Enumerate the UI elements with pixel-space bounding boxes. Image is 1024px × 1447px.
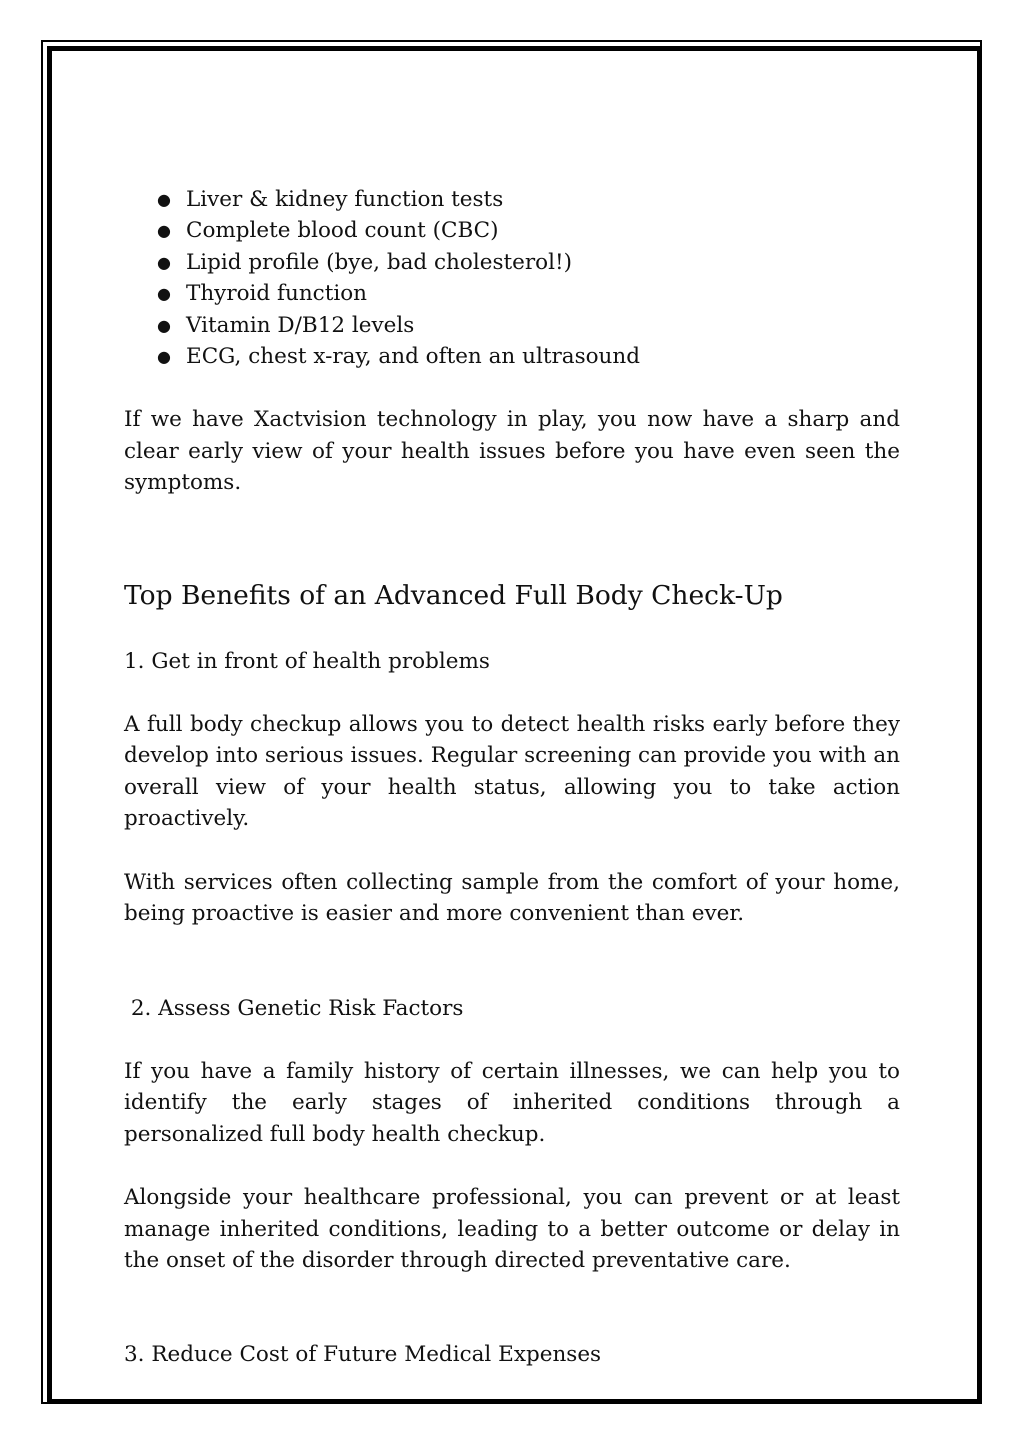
checkup-tests-list bbox=[124, 184, 900, 372]
list-item: ● Vitamin D/B12 levels bbox=[124, 310, 900, 341]
benefit-1-paragraph-1: A full body checkup allows you to detect health risks early before they develop into serious issues. Regular screening can provide you with an overall view of your health status, allowing you to take action proactively. bbox=[124, 712, 900, 832]
section-heading: Top Benefits of an Advanced Full Body Check-Up bbox=[124, 579, 783, 611]
bullet-icon: ● bbox=[157, 252, 171, 272]
document-body bbox=[124, 184, 900, 1371]
list-item: ● Lipid profile (bye, bad cholesterol!) bbox=[124, 247, 900, 278]
intro-paragraph: If we have Xactvision technology in play, you now have a sharp and clear early view of your health issues before you have even seen the symptoms. bbox=[124, 407, 900, 496]
bullet-icon: ● bbox=[157, 347, 171, 367]
list-item: ● Complete blood count (CBC) bbox=[124, 215, 900, 246]
benefit-3-title: 3. Reduce Cost of Future Medical Expenses bbox=[124, 1342, 602, 1368]
bullet-icon: ● bbox=[157, 284, 171, 304]
benefit-1-title: 1. Get in front of health problems bbox=[124, 648, 490, 674]
list-item: ● Liver & kidney function tests bbox=[124, 184, 900, 215]
bullet-icon: ● bbox=[157, 315, 171, 335]
list-item: ● Thyroid function bbox=[124, 278, 900, 309]
benefit-2-title: 2. Assess Genetic Risk Factors bbox=[124, 995, 464, 1021]
benefit-2-paragraph-2: Alongside your healthcare professional, you can prevent or at least manage inherited conditions, leading to a better outcome or delay in the onset of the disorder through directed preventative care. bbox=[124, 1185, 900, 1273]
bullet-icon: ● bbox=[157, 221, 171, 241]
bullet-icon: ● bbox=[157, 190, 171, 209]
benefit-2-paragraph-1: If you have a family history of certain illnesses, we can help you to identify the early stages of inherited conditions through a personalized full body health checkup. bbox=[124, 1058, 900, 1147]
list-item: ● ECG, chest x-ray, and often an ultrasound bbox=[124, 341, 900, 372]
benefit-1-paragraph-2: With services often collecting sample from the comfort of your home, being proactive is easier and more convenient than ever. bbox=[124, 869, 900, 927]
